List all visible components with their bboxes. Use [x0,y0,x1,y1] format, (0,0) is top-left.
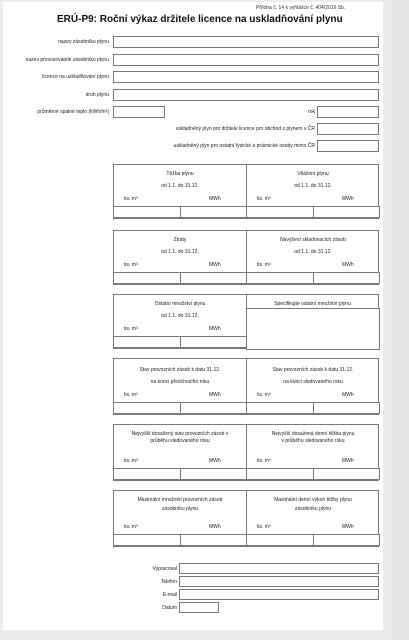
license-field[interactable] [113,71,379,83]
label-date: Datum [162,605,177,611]
unit-m3: tis. m³ [257,458,271,464]
other-spec-field[interactable] [246,308,380,350]
group-other-spec [246,294,379,349]
unit-mwh: MWh [342,524,354,530]
max-daily-period: v průběhu sledovaného roku [281,438,345,444]
group-losses-increase [113,230,379,285]
unit-mwh: MWh [342,196,354,202]
date-field[interactable] [179,602,219,613]
other-period: od 1.1. do 31.12. [161,313,199,319]
unit-m3: tis. m³ [257,392,271,398]
max-stock-m3-field[interactable] [113,468,181,480]
unit-m3: tis. m³ [124,392,138,398]
production-mwh-field[interactable] [180,206,247,218]
unit-mwh: MWh [209,326,221,332]
increase-period: od 1.1. do 31.12. [294,249,332,255]
stock-prev-period: na konci předchozího roku [150,379,210,385]
calorific-value-field[interactable] [113,106,165,118]
prepared-by-field[interactable] [179,563,379,574]
stock-curr-period: na konci sledovaného roku [283,379,343,385]
unit-mwh: MWh [209,392,221,398]
year-field[interactable] [317,106,379,118]
unit-mwh: MWh [209,524,221,530]
unit-m3: tis. m³ [124,458,138,464]
email-field[interactable] [179,589,379,600]
label-license: licence na uskladňování plynu [42,74,109,80]
unit-mwh: MWh [342,262,354,268]
max-daily-mwh-field[interactable] [313,468,380,480]
group-capacity [113,490,379,547]
max-stock-title: Nejvyšší dosažený stav provozních zásob v [131,431,229,437]
production-period: od 1.1. do 31.12. [161,183,199,189]
group-other-quantity [113,294,247,349]
injection-period: od 1.1. do 31.12. [294,183,332,189]
stock-curr-m3-field[interactable] [246,402,314,414]
report-page [3,2,383,630]
capacity-daily-m3-field[interactable] [246,534,314,546]
unit-mwh: MWh [342,392,354,398]
max-stock-period: průběhu sledovaného roku [150,438,210,444]
injection-title: Vtláčení plynu [297,171,329,177]
injection-m3-field[interactable] [246,206,314,218]
unit-m3: tis. m³ [124,262,138,268]
label-stored-other: uskladněný plyn pro ostatní fyzické a právnické osoby mimo ČR [173,143,315,149]
phone-field[interactable] [179,576,379,587]
max-daily-m3-field[interactable] [246,468,314,480]
unit-m3: tis. m³ [257,262,271,268]
group-production-injection [113,164,379,219]
capacity-stock-mwh-field[interactable] [180,534,247,546]
label-gas-type: druh plynu [85,92,109,98]
losses-title: Ztráty [173,237,187,243]
scrollbar[interactable] [392,0,409,640]
production-m3-field[interactable] [113,206,181,218]
label-phone: Telefon [160,579,177,585]
injection-mwh-field[interactable] [313,206,380,218]
max-stock-mwh-field[interactable] [180,468,247,480]
unit-m3: tis. m³ [124,524,138,530]
other-spec-title: Specifikujte ostatní množství plynu [274,301,351,307]
stock-prev-title: Stav provozních zásob k datu 31.12. [139,367,221,373]
operator-name-field[interactable] [113,54,379,66]
label-stored-licence: uskladněný plyn pro držitele licence pro obchod s plynem v ČR [175,126,315,132]
capacity-daily-title: Maximální denní výkon těžby plynu [274,497,352,503]
group-maximums [113,424,379,481]
storage-name-field[interactable] [113,36,379,48]
capacity-daily-period: zásobníku plynu [294,506,332,512]
label-calorific-value: průměrné spalné teplo (kWh/m³) [37,109,109,115]
label-email: E-mail [162,592,177,598]
losses-period: od 1.1. do 31.12. [161,249,199,255]
max-daily-title: Nejvyšší dosažená denní těžba plynu [271,431,355,437]
stored-licence-field[interactable] [317,123,379,135]
stock-curr-mwh-field[interactable] [313,402,380,414]
stored-other-field[interactable] [317,140,379,152]
unit-m3: tis. m³ [257,524,271,530]
losses-m3-field[interactable] [113,272,181,284]
increase-mwh-field[interactable] [313,272,380,284]
other-m3-field[interactable] [113,336,181,348]
unit-m3: tis. m³ [124,326,138,332]
unit-m3: tis. m³ [124,196,138,202]
other-title: Ostatní množství plynu [154,301,206,307]
capacity-stock-title: Maximální množství provozních zásob [137,497,223,503]
unit-m3: tis. m³ [257,196,271,202]
label-storage-name: nazev zásobníku plynu [58,39,109,45]
capacity-daily-mwh-field[interactable] [313,534,380,546]
gas-type-field[interactable] [113,89,379,101]
increase-m3-field[interactable] [246,272,314,284]
losses-mwh-field[interactable] [180,272,247,284]
stock-prev-m3-field[interactable] [113,402,181,414]
production-title: Těžba plynu [166,171,194,177]
stock-prev-mwh-field[interactable] [180,402,247,414]
group-stock-state [113,358,379,415]
stock-curr-title: Stav provozních zásob k datu 31.12. [272,367,354,373]
page-title: ERÚ-P9: Roční výkaz držitele licence na uskladňování plynu [57,14,343,25]
capacity-stock-m3-field[interactable] [113,534,181,546]
label-year: rok [308,109,315,115]
label-prepared-by: Vypracoval [152,566,177,572]
increase-title: Navýšení skladovacích zásob [280,237,346,243]
unit-mwh: MWh [209,458,221,464]
label-operator-name: nazev provozovatele zásobníku plynu [25,57,109,63]
capacity-stock-period: zásobníku plynu [161,506,199,512]
annex-note: Příloha č. 14 k vyhlášce č. 404/2016 Sb. [256,5,346,11]
other-mwh-field[interactable] [180,336,248,348]
unit-mwh: MWh [342,458,354,464]
unit-mwh: MWh [209,196,221,202]
unit-mwh: MWh [209,262,221,268]
